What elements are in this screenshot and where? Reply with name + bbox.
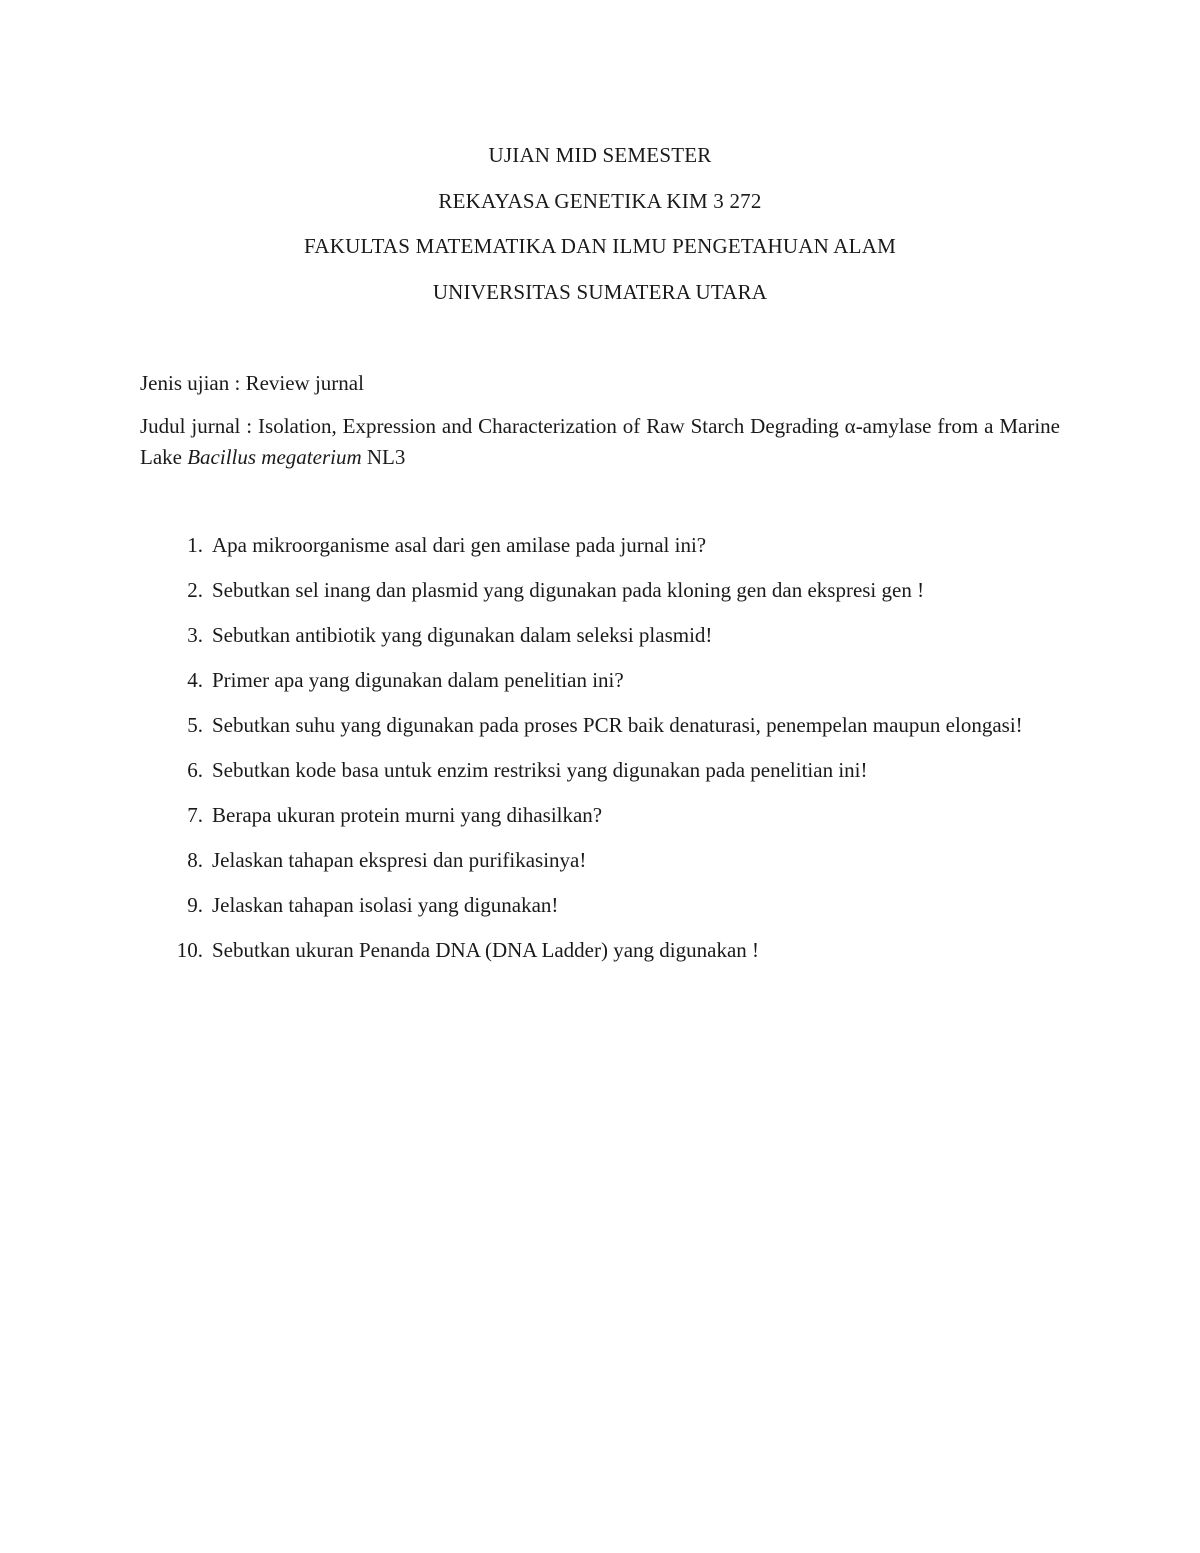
header-exam-title: UJIAN MID SEMESTER [488,143,712,167]
question-text: Sebutkan ukuran Penanda DNA (DNA Ladder) yang digunakan ! [212,938,760,962]
exam-type: Jenis ujian : Review jurnal [140,371,364,395]
question-item [140,575,1060,606]
question-number: 10. [176,938,203,962]
question-text: Primer apa yang digunakan dalam penelitian ini? [212,668,624,692]
question-text: Apa mikroorganisme asal dari gen amilase pada jurnal ini? [212,533,707,557]
question-text: Berapa ukuran protein murni yang dihasilkan? [212,803,603,827]
question-text: Sebutkan kode basa untuk enzim restriksi yang digunakan pada penelitian ini! [212,758,868,782]
journal-title [140,411,1060,473]
question-item [140,800,1060,831]
question-item [140,935,1060,966]
question-item [140,890,1060,921]
journal-title-species: Bacillus megaterium [187,445,362,469]
question-item [140,755,1060,786]
question-number: 2. [187,578,203,602]
question-number: 7. [187,803,203,827]
journal-title-suffix: NL3 [361,445,406,469]
question-item [140,530,1060,561]
question-text: Sebutkan suhu yang digunakan pada proses PCR baik denaturasi, penempelan maupun elongasi! [212,713,1023,737]
question-number: 5. [187,713,203,737]
question-item [140,845,1060,876]
question-text: Sebutkan antibiotik yang digunakan dalam seleksi plasmid! [212,623,713,647]
question-item [140,665,1060,696]
question-text: Jelaskan tahapan ekspresi dan purifikasinya! [212,848,587,872]
question-number: 3. [187,623,203,647]
question-text: Sebutkan sel inang dan plasmid yang digunakan pada kloning gen dan ekspresi gen ! [212,578,925,602]
question-text: Jelaskan tahapan isolasi yang digunakan! [212,893,559,917]
journal-title-prefix: Judul jurnal : Isolation, Expression and Characterization of Raw Starch Degrading α-amylase from a Marine Lake [140,414,1060,469]
header-faculty: FAKULTAS MATEMATIKA DAN ILMU PENGETAHUAN ALAM [304,234,896,258]
question-number: 9. [187,893,203,917]
question-item [140,620,1060,651]
header-university: UNIVERSITAS SUMATERA UTARA [432,280,768,304]
question-number: 4. [187,668,203,692]
question-number: 1. [187,533,203,557]
question-list [140,530,1060,980]
header-course: REKAYASA GENETIKA KIM 3 272 [438,189,762,213]
question-number: 6. [187,758,203,782]
question-item [140,710,1060,741]
question-number: 8. [187,848,203,872]
